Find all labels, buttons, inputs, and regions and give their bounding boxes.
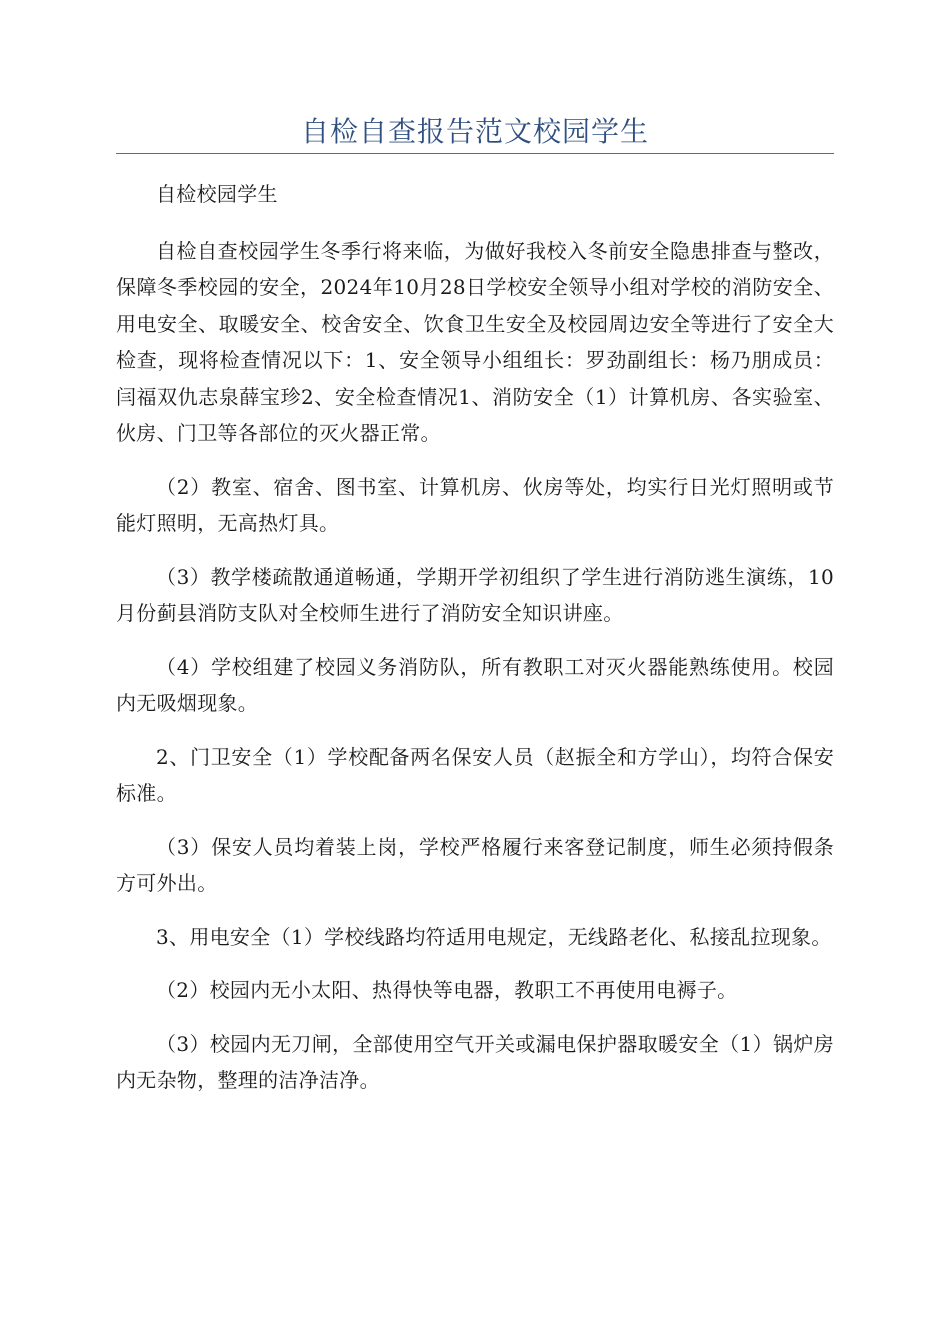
paragraph-appliances: （2）校园内无小太阳、热得快等电器，教职工不再使用电褥子。 — [156, 978, 738, 1002]
document-body — [116, 176, 834, 1116]
paragraph-gate-security: 2、门卫安全（1）学校配备两名保安人员（赵振全和方学山），均符合保安标准。 — [116, 744, 834, 805]
paragraph-subtitle: 自检校园学生 — [156, 182, 278, 206]
paragraph-evacuation: （3）教学楼疏散通道畅通，学期开学初组织了学生进行消防逃生演练，10月份蓟县消防支队对全校师生进行了消防安全知识讲座。 — [116, 564, 834, 625]
title-underline — [116, 153, 834, 154]
paragraph-guards: （3）保安人员均着装上岗，学校严格履行来客登记制度，师生必须持假条方可外出。 — [116, 834, 834, 895]
paragraph-fire-team: （4）学校组建了校园义务消防队，所有教职工对灭火器能熟练使用。校园内无吸烟现象。 — [116, 654, 834, 715]
paragraph-electric-safety: 3、用电安全（1）学校线路均符适用电规定，无线路老化、私接乱拉现象。 — [156, 924, 832, 949]
document-title: 自检自查报告范文校园学生 — [300, 115, 649, 148]
paragraph-lighting: （2）教室、宿舍、图书室、计算机房、伙房等处，均实行日光灯照明或节能灯照明，无高热灯具。 — [116, 474, 834, 535]
paragraph-intro: 自检自查校园学生冬季行将来临，为做好我校入冬前安全隐患排查与整改，保障冬季校园的安全，2024年10月28日学校安全领导小组对学校的消防安全、用电安全、取暖安全、校舍安全、饮食卫生安全及校园周边安全等进行了安全大检查，现将检查情况以下：1、安全领导小组组长：罗劲副组长：杨乃朋成员：闫福双仇志泉薛宝珍2、安全检查情况1、消防安全（1）计算机房、各实验室、伙房、门卫等各部位的灭火器正常。 — [116, 238, 834, 445]
paragraph-heating: （3）校园内无刀闸，全部使用空气开关或漏电保护器取暖安全（1）锅炉房内无杂物，整理的洁净洁净。 — [116, 1031, 834, 1092]
